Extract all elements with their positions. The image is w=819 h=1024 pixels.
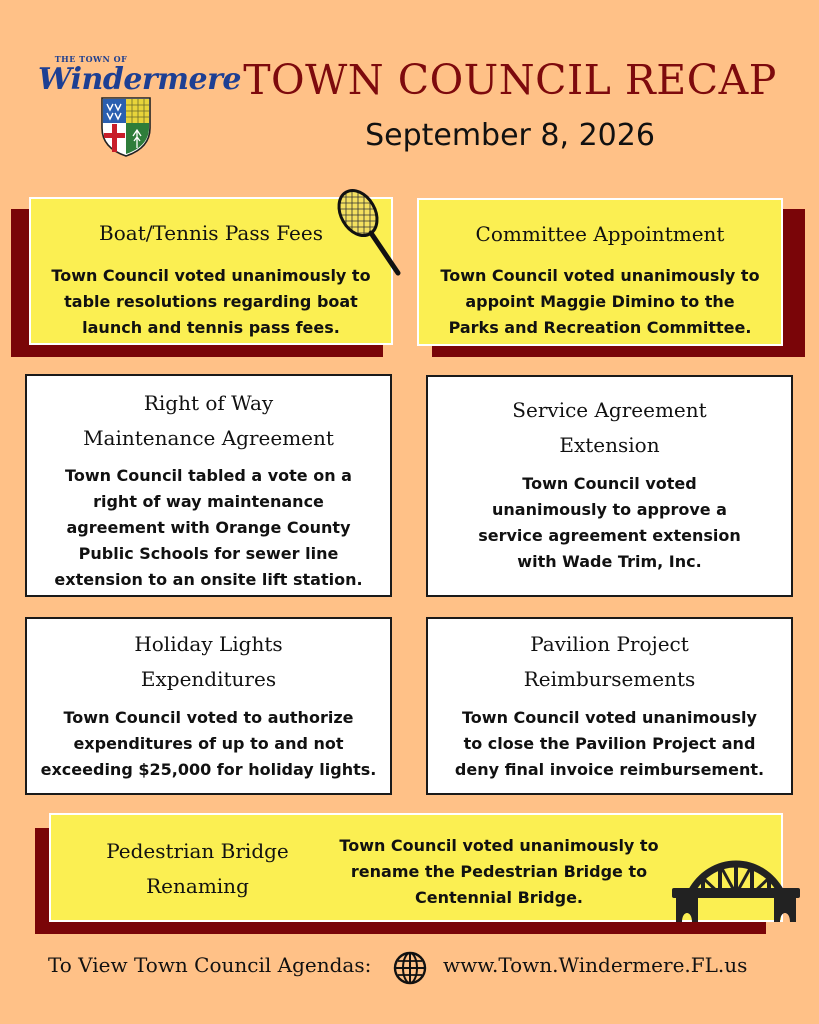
card-title-line: Right of Way — [143, 391, 274, 415]
globe-icon — [393, 951, 427, 985]
card-body-line: Town Council voted unanimously — [462, 708, 757, 727]
card-title-line: Reimbursements — [523, 667, 696, 691]
logo-small-text: THE TOWN OF — [54, 54, 128, 64]
card-body-line: Town Council tabled a vote on a — [65, 466, 352, 485]
card-body-line: Town Council voted unanimously to — [339, 836, 659, 855]
card-body-line: launch and tennis pass fees. — [82, 318, 340, 337]
card-body-line: Town Council voted to authorize — [63, 708, 354, 727]
card-body-line: Town Council voted unanimously to — [440, 266, 760, 285]
card-body-line: Public Schools for sewer line — [78, 544, 339, 563]
card-body-line: extension to an onsite lift station. — [54, 570, 363, 589]
card-body-line: Centennial Bridge. — [414, 888, 583, 907]
logo-name: Windermere — [38, 62, 241, 97]
card-body-line: with Wade Trim, Inc. — [517, 552, 702, 571]
card-title: Committee Appointment — [475, 222, 725, 246]
tennis-racket-icon — [334, 185, 402, 277]
page-title: TOWN COUNCIL RECAP — [243, 56, 777, 104]
footer-label: To View Town Council Agendas: — [48, 953, 372, 977]
card-body-line: Town Council voted — [522, 474, 697, 493]
card-body-line: expenditures of up to and not — [73, 734, 344, 753]
card-right-of-way-agreement — [25, 374, 392, 597]
card-body-line: agreement with Orange County — [66, 518, 351, 537]
card-body-line: deny final invoice reimbursement. — [454, 760, 765, 779]
card-body-line: table resolutions regarding boat — [64, 292, 358, 311]
card-title — [27, 386, 390, 456]
card-service-agreement-extension — [426, 375, 793, 597]
card-pavilion-project-reimbursements — [426, 617, 793, 795]
card-title-line: Holiday Lights — [134, 632, 283, 656]
card-title — [51, 834, 344, 904]
crest-icon — [100, 96, 152, 158]
bridge-icon — [668, 850, 804, 924]
card-title — [27, 627, 390, 697]
card-title-line: Pedestrian Bridge — [106, 839, 289, 863]
card-title-line: Service Agreement — [512, 398, 707, 422]
card-title-line: Maintenance Agreement — [83, 426, 334, 450]
town-logo — [38, 50, 241, 162]
card-body-line: Town Council voted unanimously to — [51, 266, 371, 285]
card-body — [419, 263, 781, 341]
card-body — [428, 471, 791, 575]
card-title-line: Expenditures — [140, 667, 277, 691]
card-body-line: appoint Maggie Dimino to the — [465, 292, 735, 311]
card-title-line: Extension — [559, 433, 660, 457]
card-body — [27, 705, 390, 783]
card-body-line: rename the Pedestrian Bridge to — [350, 862, 648, 881]
card-title: Boat/Tennis Pass Fees — [99, 221, 323, 245]
agendas-link[interactable]: www.Town.Windermere.FL.us — [443, 953, 748, 977]
card-body-line: Parks and Recreation Committee. — [448, 318, 752, 337]
card-body-line: service agreement extension — [478, 526, 741, 545]
card-body — [319, 833, 679, 911]
card-body-line: to close the Pavilion Project and — [463, 734, 756, 753]
card-body — [428, 705, 791, 783]
card-title — [428, 393, 791, 463]
card-body — [27, 463, 390, 593]
card-title-line: Pavilion Project — [530, 632, 689, 656]
card-body-line: exceeding $25,000 for holiday lights. — [40, 760, 377, 779]
card-title-line: Renaming — [146, 874, 249, 898]
card-committee-appointment — [417, 198, 783, 346]
card-holiday-lights-expenditures — [25, 617, 392, 795]
card-title — [428, 627, 791, 697]
card-body-line: unanimously to approve a — [492, 500, 727, 519]
card-body-line: right of way maintenance — [93, 492, 324, 511]
meeting-date: September 8, 2026 — [365, 118, 655, 153]
